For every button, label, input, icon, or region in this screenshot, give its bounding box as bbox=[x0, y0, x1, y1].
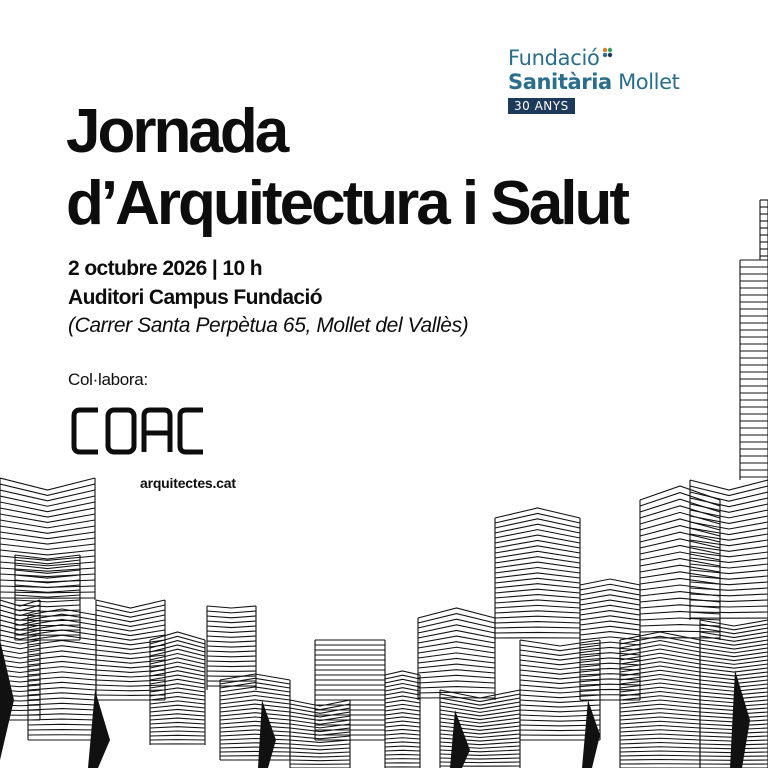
building-shadow-center bbox=[450, 710, 470, 768]
building-left-front bbox=[28, 698, 96, 700]
building-left-low bbox=[150, 735, 205, 736]
building-center-right-front bbox=[440, 718, 520, 723]
building-center-left bbox=[207, 651, 256, 652]
building-right-corner bbox=[700, 636, 768, 641]
building-center-left-front bbox=[220, 704, 290, 708]
building-right-front bbox=[520, 670, 600, 674]
building-left-tall bbox=[0, 520, 95, 528]
coac-website: arquitectes.cat bbox=[140, 475, 236, 491]
building-right-block bbox=[580, 668, 640, 670]
building-center-narrow bbox=[385, 746, 420, 747]
building-left-tall bbox=[0, 556, 95, 560]
building-center-front bbox=[290, 736, 350, 739]
building-center-narrow bbox=[385, 684, 420, 687]
logo-name-regular: Mollet bbox=[618, 70, 680, 94]
building-left-low bbox=[150, 714, 205, 716]
building-center-narrow bbox=[385, 725, 420, 727]
anniversary-badge: 30 ANYS bbox=[508, 98, 575, 114]
building-center-narrow bbox=[385, 671, 420, 675]
building-left-mid bbox=[15, 605, 80, 607]
building-right-tall bbox=[640, 545, 720, 554]
building-right-mid bbox=[495, 568, 580, 573]
building-right-front-low bbox=[620, 713, 700, 716]
building-right-corner bbox=[700, 676, 768, 680]
event-title-line1: Jornada bbox=[66, 97, 287, 166]
building-right-front-low bbox=[620, 747, 700, 748]
building-center-left bbox=[207, 656, 256, 657]
building-center-narrow bbox=[385, 717, 420, 719]
building-right-block bbox=[580, 684, 640, 685]
building-left-front bbox=[28, 646, 96, 650]
building-left-front bbox=[28, 714, 96, 715]
building-center-right-front bbox=[440, 742, 520, 745]
building-left-front bbox=[28, 672, 96, 675]
building-right-tower bbox=[690, 588, 768, 590]
building-center-narrow bbox=[385, 754, 420, 755]
building-center-right bbox=[418, 670, 495, 673]
coac-logo bbox=[70, 406, 206, 458]
building-right-tower bbox=[690, 612, 768, 613]
building-center-narrow bbox=[385, 679, 420, 683]
building-right-corner bbox=[700, 628, 768, 634]
building-right-mid bbox=[495, 578, 580, 583]
building-center-left-front bbox=[220, 708, 290, 712]
building-right-tower bbox=[690, 516, 768, 523]
building-center-left bbox=[207, 631, 256, 632]
building-left-edge bbox=[0, 660, 40, 663]
building-right-front-low bbox=[620, 709, 700, 713]
building-right-mid bbox=[495, 605, 580, 608]
building-center-front bbox=[290, 748, 350, 750]
building-left-front bbox=[28, 693, 96, 695]
building-left-block bbox=[96, 605, 165, 613]
building-right-corner bbox=[700, 684, 768, 687]
building-center-left bbox=[207, 666, 256, 667]
building-left-low bbox=[150, 701, 205, 704]
building-right-front-low bbox=[620, 738, 700, 740]
building-center-left-front bbox=[220, 713, 290, 716]
building-right-block bbox=[580, 679, 640, 680]
building-right-mid bbox=[495, 540, 580, 548]
building-center-narrow bbox=[385, 750, 420, 751]
event-venue: Auditori Campus Fundació bbox=[68, 286, 322, 309]
building-center-front bbox=[290, 744, 350, 746]
building-center-left-front bbox=[220, 717, 290, 720]
building-center-narrow bbox=[385, 742, 420, 743]
building-center-left bbox=[207, 611, 256, 613]
building-left-low bbox=[150, 722, 205, 724]
building-right-front-low bbox=[620, 696, 700, 700]
building-center-left bbox=[207, 661, 256, 662]
building-center-right bbox=[418, 625, 495, 633]
building-right-block bbox=[580, 663, 640, 665]
building-right-mid bbox=[495, 611, 580, 613]
building-right-front bbox=[520, 690, 600, 693]
event-details bbox=[68, 254, 468, 340]
building-right-front-low bbox=[620, 760, 700, 761]
building-right-tower bbox=[690, 558, 768, 562]
building-right-tower bbox=[690, 606, 768, 607]
building-right-corner bbox=[700, 640, 768, 645]
event-title-line2: d’Arquitectura i Salut bbox=[66, 169, 627, 238]
building-left-front bbox=[28, 677, 96, 680]
building-left-front bbox=[28, 724, 96, 725]
building-right-front-low bbox=[620, 717, 700, 720]
building-right-tower bbox=[690, 594, 768, 596]
building-center-narrow bbox=[385, 738, 420, 739]
building-left-tall bbox=[0, 580, 95, 582]
building-shadow-right-edge bbox=[730, 670, 750, 768]
building-left-low bbox=[150, 709, 205, 712]
building-center-narrow bbox=[385, 721, 420, 723]
building-right-mid bbox=[495, 573, 580, 578]
building-right-tower bbox=[690, 564, 768, 568]
event-address: (Carrer Santa Perpètua 65, Mollet del Vallès) bbox=[68, 314, 469, 337]
building-right-front bbox=[520, 675, 600, 679]
building-center-left-front bbox=[220, 700, 290, 704]
building-center-narrow bbox=[385, 704, 420, 707]
building-right-mid bbox=[495, 616, 580, 618]
building-right-block bbox=[580, 626, 640, 630]
building-left-low bbox=[150, 718, 205, 720]
building-right-block bbox=[580, 590, 640, 595]
building-center-right-front bbox=[440, 738, 520, 741]
building-right-front-low bbox=[620, 743, 700, 745]
building-right-front-low bbox=[620, 704, 700, 708]
building-center-right bbox=[418, 647, 495, 653]
building-left-block bbox=[96, 685, 165, 686]
building-right-corner bbox=[700, 632, 768, 638]
building-right-tower bbox=[690, 510, 768, 518]
building-right-tower bbox=[690, 504, 768, 512]
building-right-front-low bbox=[620, 751, 700, 752]
building-right-front bbox=[520, 680, 600, 684]
building-right-mid bbox=[495, 595, 580, 598]
building-left-tall bbox=[0, 514, 95, 522]
building-left-mid bbox=[15, 595, 80, 597]
building-center-narrow bbox=[385, 675, 420, 679]
building-right-block bbox=[580, 689, 640, 690]
building-center-narrow bbox=[385, 709, 420, 711]
building-center-left bbox=[207, 616, 256, 618]
building-right-block bbox=[580, 621, 640, 625]
building-center-right-front bbox=[440, 710, 520, 716]
building-center-right bbox=[418, 664, 495, 668]
building-right-tower bbox=[690, 576, 768, 579]
building-left-front bbox=[28, 703, 96, 705]
building-left-block bbox=[96, 610, 165, 617]
building-left-block bbox=[96, 655, 165, 659]
building-left-tall bbox=[0, 544, 95, 550]
building-left-edge bbox=[0, 645, 40, 649]
building-center-left bbox=[207, 641, 256, 642]
building-center-left-front bbox=[220, 726, 290, 728]
building-center-front bbox=[290, 760, 350, 761]
building-center-right-front bbox=[440, 734, 520, 737]
building-center-left bbox=[207, 626, 256, 628]
building-center-right bbox=[418, 658, 495, 663]
building-left-tall bbox=[0, 478, 95, 490]
building-left-edge bbox=[0, 640, 40, 644]
building-right-front bbox=[520, 640, 600, 646]
building-left-tall bbox=[0, 550, 95, 555]
logo-name-line1: Fundació bbox=[508, 46, 600, 70]
building-right-block bbox=[580, 595, 640, 600]
building-left-front bbox=[28, 688, 96, 690]
building-center-narrow bbox=[385, 692, 420, 695]
building-right-front-low bbox=[620, 700, 700, 704]
building-center-left bbox=[207, 621, 256, 623]
building-right-corner bbox=[700, 680, 768, 684]
building-center-left-front bbox=[220, 751, 290, 752]
building-right-mid bbox=[495, 632, 580, 633]
building-right-mid bbox=[495, 600, 580, 603]
building-right-front-low bbox=[620, 730, 700, 732]
building-left-block bbox=[96, 615, 165, 622]
building-right-tower bbox=[690, 600, 768, 601]
event-title bbox=[66, 96, 627, 240]
building-right-tower bbox=[690, 570, 768, 574]
building-right-front-low bbox=[620, 755, 700, 756]
building-right-mid bbox=[495, 589, 580, 593]
building-left-low bbox=[150, 731, 205, 732]
building-center-left-front bbox=[220, 734, 290, 736]
building-left-front bbox=[28, 719, 96, 720]
building-right-front-low bbox=[620, 734, 700, 736]
building-right-mid bbox=[495, 584, 580, 588]
building-center-left-front bbox=[220, 730, 290, 732]
building-center-left-front bbox=[220, 743, 290, 744]
building-shadow-left-mid bbox=[88, 690, 110, 768]
building-right-tower bbox=[690, 540, 768, 546]
building-left-edge bbox=[0, 655, 40, 658]
building-center-front bbox=[290, 708, 350, 713]
building-right-tower bbox=[690, 582, 768, 585]
building-center-narrow bbox=[385, 734, 420, 735]
building-left-low bbox=[150, 727, 205, 728]
building-right-tall bbox=[640, 539, 720, 548]
building-center-right bbox=[418, 681, 495, 683]
building-left-block bbox=[96, 690, 165, 691]
building-right-front-low bbox=[620, 721, 700, 724]
building-center-right-front bbox=[440, 714, 520, 720]
building-right-block bbox=[580, 611, 640, 615]
building-center-left bbox=[207, 606, 256, 608]
building-right-block bbox=[580, 600, 640, 605]
building-left-edge bbox=[0, 650, 40, 654]
building-left-low bbox=[150, 697, 205, 700]
building-right-block bbox=[580, 642, 640, 645]
building-left-mid bbox=[15, 600, 80, 602]
logo-name-bold: Sanitària bbox=[508, 70, 612, 94]
building-center-narrow bbox=[385, 688, 420, 691]
building-center-right bbox=[418, 653, 495, 658]
building-center-left-front bbox=[220, 739, 290, 741]
building-center-right bbox=[418, 675, 495, 678]
building-left-front bbox=[28, 667, 96, 670]
building-right-corner bbox=[700, 620, 768, 626]
building-left-front bbox=[28, 682, 96, 685]
building-center-front bbox=[290, 752, 350, 753]
building-right-front-low bbox=[620, 726, 700, 729]
building-left-low bbox=[150, 705, 205, 708]
building-left-low bbox=[150, 684, 205, 688]
building-shadow-left bbox=[0, 640, 14, 760]
building-right-front-low bbox=[620, 666, 700, 672]
building-center-narrow bbox=[385, 713, 420, 715]
building-right-tall bbox=[640, 631, 720, 632]
building-center-left-front bbox=[220, 747, 290, 748]
building-left-block bbox=[96, 620, 165, 626]
building-right-block bbox=[580, 632, 640, 635]
event-date-time: 2 octubre 2026 | 10 h bbox=[68, 257, 263, 280]
leaf-cluster-icon bbox=[602, 47, 614, 59]
building-left-front bbox=[28, 651, 96, 655]
collaboration-label: Col·labora: bbox=[68, 370, 148, 389]
building-right-block bbox=[580, 605, 640, 610]
building-left-tall bbox=[0, 574, 95, 577]
building-center-narrow bbox=[385, 700, 420, 703]
building-center-left bbox=[207, 646, 256, 647]
building-left-front bbox=[28, 656, 96, 660]
building-right-tall bbox=[640, 598, 720, 602]
building-center-right bbox=[418, 608, 495, 618]
building-center-narrow bbox=[385, 696, 420, 699]
building-right-mid bbox=[495, 622, 580, 623]
building-center-right bbox=[418, 630, 495, 638]
building-center-left-front bbox=[220, 674, 290, 680]
building-right-block bbox=[580, 616, 640, 620]
building-right-corner bbox=[700, 624, 768, 630]
building-left-front bbox=[28, 709, 96, 710]
building-right-mid bbox=[495, 546, 580, 553]
building-center-left bbox=[207, 636, 256, 637]
building-left-tall bbox=[0, 508, 95, 517]
building-center-front bbox=[290, 756, 350, 757]
building-left-block bbox=[96, 680, 165, 682]
building-left-tall bbox=[0, 526, 95, 533]
building-left-front bbox=[28, 640, 96, 645]
building-center-narrow bbox=[385, 729, 420, 731]
building-right-front bbox=[520, 685, 600, 688]
building-right-mid bbox=[495, 627, 580, 628]
building-center-right bbox=[418, 687, 495, 688]
building-right-mid bbox=[495, 535, 580, 543]
building-left-front bbox=[28, 661, 96, 665]
building-right-front bbox=[520, 665, 600, 670]
building-center-left-front bbox=[220, 721, 290, 724]
